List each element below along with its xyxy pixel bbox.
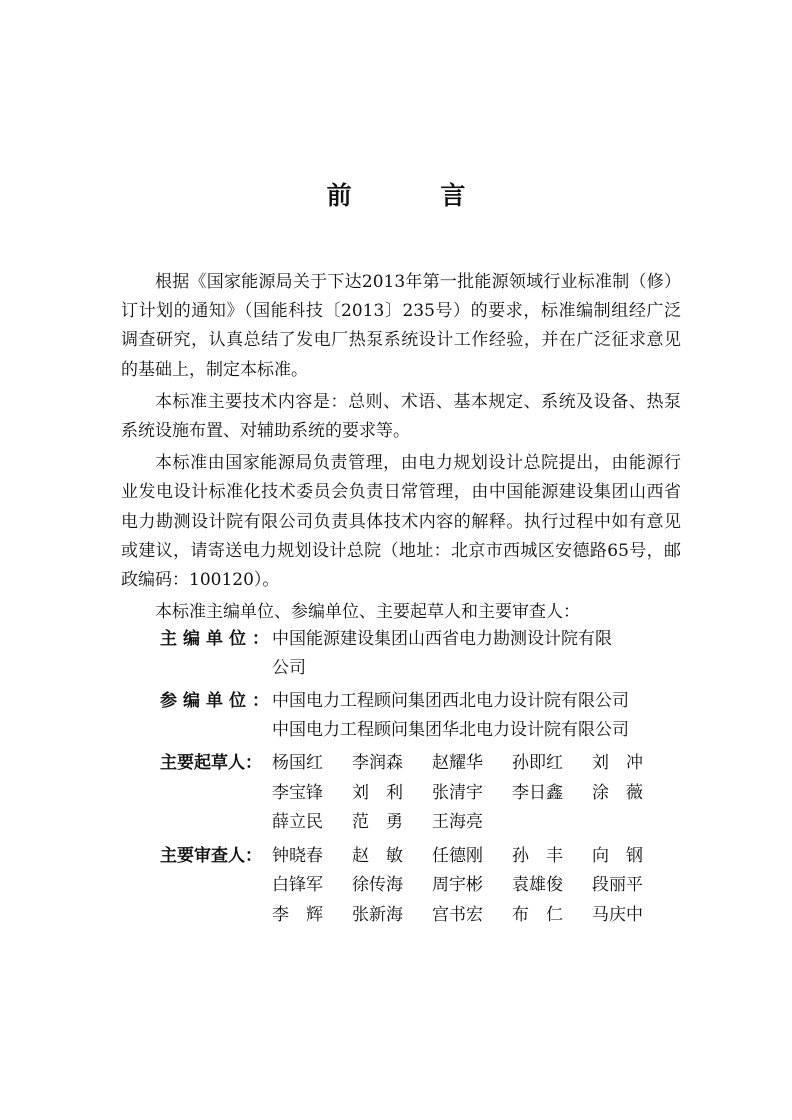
reviewers-block xyxy=(160,842,672,931)
reviewer-name: 张新海 xyxy=(352,904,403,925)
reviewer-name: 马庆中 xyxy=(592,904,643,925)
name-row xyxy=(272,901,672,931)
reviewer-name: 孙丰 xyxy=(512,845,580,866)
contributors-roster xyxy=(160,625,672,934)
reviewer-name: 宫书宏 xyxy=(432,904,483,925)
drafter-name: 王海亮 xyxy=(432,812,483,832)
drafters-block xyxy=(160,749,672,838)
drafter-name: 李润森 xyxy=(352,753,403,773)
page-title: 前 言 xyxy=(326,181,506,210)
paragraph-technical-content: 本标准主要技术内容是：总则、术语、基本规定、系统及设备、热泵系统设施布置、对辅助系统的要求等。 xyxy=(121,391,681,442)
chief-editor-value-line1: 中国能源建设集团山西省电力勘测设计院有限 xyxy=(272,629,612,649)
reviewers-label: 主要审查人： xyxy=(160,845,262,866)
reviewer-name: 段丽平 xyxy=(592,875,643,895)
participating-unit: 中国电力工程顾问集团华北电力设计院有限公司 xyxy=(272,720,629,740)
participating-units-block xyxy=(160,687,672,745)
name-row xyxy=(272,779,672,809)
foreword-body xyxy=(121,268,681,630)
drafter-name: 薛立民 xyxy=(272,812,323,832)
reviewer-name: 向钢 xyxy=(592,845,660,866)
drafter-name: 刘冲 xyxy=(592,753,660,773)
reviewer-name: 周宇彬 xyxy=(432,875,483,895)
reviewer-name: 赵敏 xyxy=(352,845,420,866)
name-row xyxy=(272,808,672,838)
drafter-name: 李日鑫 xyxy=(512,782,563,803)
name-row xyxy=(272,749,672,779)
paragraph-background: 根据《国家能源局关于下达2013年第一批能源领域行业标准制（修）订计划的通知》（国能科技〔2013〕235号）的要求，标准编制组经广泛调查研究，认真总结了发电厂热泵系统设计工作经验，并在广泛征求意见的基础上，制定本标准。 xyxy=(121,272,681,380)
participating-unit: 中国电力工程顾问集团西北电力设计院有限公司 xyxy=(272,691,629,711)
drafter-name: 刘利 xyxy=(352,782,420,803)
drafter-name: 张清宇 xyxy=(432,782,483,803)
reviewer-name: 袁雄俊 xyxy=(512,875,563,895)
reviewer-name: 钟晓春 xyxy=(272,845,323,866)
reviewer-name: 任德刚 xyxy=(432,845,483,866)
participating-units-label: 参编单位： xyxy=(160,691,275,711)
drafter-name: 赵耀华 xyxy=(432,753,483,773)
drafter-name: 孙即红 xyxy=(512,753,563,773)
chief-editor-label: 主编单位： xyxy=(160,629,275,649)
chief-editor-value-line2: 公司 xyxy=(272,658,306,678)
reviewers-names xyxy=(272,842,672,931)
drafters-label: 主要起草人： xyxy=(160,753,262,773)
paragraph-roster-intro: 本标准主编单位、参编单位、主要起草人和主要审查人： xyxy=(155,602,580,623)
drafter-name: 杨国红 xyxy=(272,753,323,773)
drafter-name: 涂薇 xyxy=(592,782,660,803)
drafter-name: 范勇 xyxy=(352,812,420,832)
reviewer-name: 李辉 xyxy=(272,904,340,925)
reviewer-name: 白锋军 xyxy=(272,875,323,895)
reviewer-name: 徐传海 xyxy=(352,875,403,895)
name-row xyxy=(272,842,672,872)
reviewer-name: 布仁 xyxy=(512,904,580,925)
name-row xyxy=(272,871,672,901)
drafter-name: 李宝锋 xyxy=(272,782,323,803)
drafters-names xyxy=(272,749,672,838)
chief-editor-block xyxy=(160,625,672,683)
paragraph-management: 本标准由国家能源局负责管理，由电力规划设计总院提出，由能源行业发电设计标准化技术委员会负责日常管理，由中国能源建设集团山西省电力勘测设计院有限公司负责具体技术内容的解释。执行过程中如有意见或建议，请寄送电力规划设计总院（地址：北京市西城区安德路65号，邮政编码：100120）。 xyxy=(121,453,681,591)
